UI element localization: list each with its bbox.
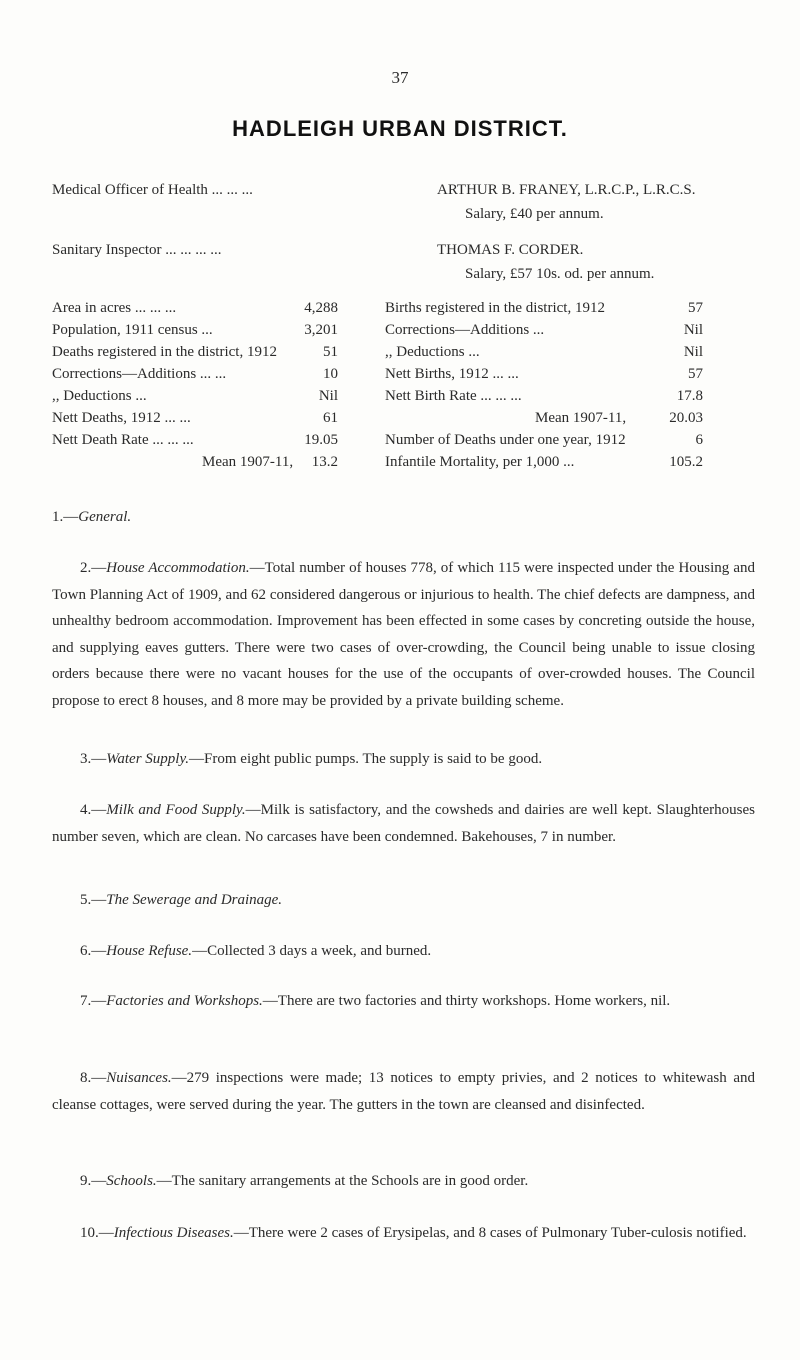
section-number: 5.— bbox=[80, 892, 107, 908]
stat-row bbox=[385, 388, 703, 410]
section-text: —From eight public pumps. The supply is said to be good. bbox=[189, 751, 543, 767]
section-number: 8.— bbox=[80, 1070, 107, 1086]
section-infectious-diseases bbox=[52, 1220, 755, 1247]
section-heading: House Refuse. bbox=[106, 943, 193, 959]
section-factories bbox=[52, 988, 755, 1015]
section-heading: Schools. bbox=[106, 1173, 157, 1189]
si-name: THOMAS F. CORDER. bbox=[437, 242, 584, 258]
stat-label: Nett Death Rate ... ... ... bbox=[52, 432, 194, 448]
stat-row bbox=[52, 410, 338, 432]
stat-row bbox=[52, 366, 338, 388]
stat-value: Nil bbox=[318, 388, 338, 404]
section-nuisances bbox=[52, 1065, 755, 1118]
stat-value: 20.03 bbox=[669, 410, 703, 426]
stat-row bbox=[52, 300, 338, 322]
stat-label: Nett Births, 1912 ... ... bbox=[385, 366, 519, 382]
stat-value: 13.2 bbox=[311, 454, 338, 470]
section-number: 10.— bbox=[80, 1225, 114, 1241]
si-salary: Salary, £57 10s. od. per annum. bbox=[465, 266, 655, 282]
stat-row bbox=[385, 300, 703, 322]
section-heading: Milk and Food Supply. bbox=[106, 802, 246, 818]
stat-value: 19.05 bbox=[304, 432, 338, 448]
stat-value: 57 bbox=[688, 300, 703, 316]
stat-value: Nil bbox=[683, 344, 703, 360]
stat-label: Infantile Mortality, per 1,000 ... bbox=[385, 454, 575, 470]
section-text: —The sanitary arrangements at the Schools are in good order. bbox=[156, 1173, 529, 1189]
stat-value: 105.2 bbox=[669, 454, 703, 470]
section-house-accommodation bbox=[52, 555, 755, 714]
stat-row bbox=[52, 454, 338, 476]
stat-value: 10 bbox=[323, 366, 338, 382]
stat-label: Deaths registered in the district, 1912 bbox=[52, 344, 277, 360]
section-text: —Total number of houses 778, of which 115 were inspected under the Housing and Town Planning Act of 1909, and 62 considered dangerous or injurious to health. The chief defects are dampness, and unhealthy bedroom accommodation. Improvement has been effected in some cases by concreting outside the house, and supplying eaves gutters. There were two cases of over-crowding, the Council being unable to issue closing orders because there were no vacant houses for the use of the occupants of over-crowded houses. The Council propose to erect 8 houses, and 8 more may be provided by a private building scheme. bbox=[52, 560, 755, 709]
stat-row bbox=[52, 388, 338, 410]
stat-label: Mean 1907-11, bbox=[202, 454, 294, 470]
page-number: 37 bbox=[391, 68, 409, 87]
section-water-supply bbox=[52, 746, 755, 773]
section-sewerage bbox=[52, 887, 755, 914]
stat-row bbox=[52, 432, 338, 454]
stat-value: 3,201 bbox=[304, 322, 338, 338]
stat-row bbox=[385, 454, 703, 476]
section-text: —279 inspections were made; 13 notices to empty privies, and 2 notices to whitewash and cleanse cottages, were served during the year. The gutters in the town are cleansed and disinfected. bbox=[52, 1070, 755, 1113]
section-heading: Nuisances. bbox=[106, 1070, 172, 1086]
stat-label: Mean 1907-11, bbox=[535, 410, 627, 426]
section-heading: The Sewerage and Drainage. bbox=[106, 892, 283, 908]
section-text: —Collected 3 days a week, and burned. bbox=[192, 943, 432, 959]
stat-label: Corrections—Additions ... bbox=[385, 322, 545, 338]
section-number: 6.— bbox=[80, 943, 107, 959]
stat-value: 6 bbox=[695, 432, 703, 448]
stat-label: Area in acres ... ... ... bbox=[52, 300, 177, 316]
section-number: 9.— bbox=[80, 1173, 107, 1189]
stat-row bbox=[385, 322, 703, 344]
stat-row bbox=[385, 410, 703, 432]
stat-value: 57 bbox=[688, 366, 703, 382]
section-general bbox=[52, 504, 755, 531]
moh-role: Medical Officer of Health ... ... ... bbox=[52, 182, 253, 198]
section-text: —There were 2 cases of Erysipelas, and 8 cases of Pulmonary Tuber-culosis notified. bbox=[233, 1225, 747, 1241]
section-heading: Water Supply. bbox=[106, 751, 190, 767]
stat-label: Births registered in the district, 1912 bbox=[385, 300, 605, 316]
page-title: HADLEIGH URBAN DISTRICT. bbox=[232, 116, 568, 141]
stat-row bbox=[52, 322, 338, 344]
stat-row bbox=[52, 344, 338, 366]
stat-label: Corrections—Additions ... ... bbox=[52, 366, 227, 382]
section-text: —Milk is satisfactory, and the cowsheds and dairies are well kept. Slaughterhouses number seven, which are clean. No carcases have been condemned. Bakehouses, 7 in number. bbox=[52, 802, 755, 845]
section-house-refuse bbox=[52, 938, 755, 965]
moh-salary: Salary, £40 per annum. bbox=[465, 206, 604, 222]
stat-label: Number of Deaths under one year, 1912 bbox=[385, 432, 626, 448]
section-milk-food bbox=[52, 797, 755, 850]
stat-value: 61 bbox=[323, 410, 338, 426]
stat-label: Population, 1911 census ... bbox=[52, 322, 213, 338]
stat-label: Nett Deaths, 1912 ... ... bbox=[52, 410, 191, 426]
stat-row bbox=[385, 432, 703, 454]
si-role: Sanitary Inspector ... ... ... ... bbox=[52, 242, 222, 258]
stat-value: 51 bbox=[323, 344, 338, 360]
section-heading: Infectious Diseases. bbox=[113, 1225, 234, 1241]
stat-value: 17.8 bbox=[676, 388, 703, 404]
stat-value: Nil bbox=[683, 322, 703, 338]
stats-left bbox=[52, 300, 338, 480]
section-number: 7.— bbox=[80, 993, 107, 1009]
moh-name: ARTHUR B. FRANEY, L.R.C.P., L.R.C.S. bbox=[437, 182, 696, 198]
stat-label: ,, Deductions ... bbox=[385, 344, 480, 360]
section-heading: General. bbox=[78, 509, 132, 525]
section-heading: House Accommodation. bbox=[106, 560, 250, 576]
section-heading: Factories and Workshops. bbox=[106, 993, 263, 1009]
stats-right bbox=[385, 300, 703, 480]
section-schools bbox=[52, 1168, 755, 1195]
stat-row bbox=[385, 366, 703, 388]
stat-label: ,, Deductions ... bbox=[52, 388, 147, 404]
section-number: 1.— bbox=[52, 509, 79, 525]
section-number: 3.— bbox=[80, 751, 107, 767]
section-number: 2.— bbox=[80, 560, 107, 576]
stat-row bbox=[385, 344, 703, 366]
section-number: 4.— bbox=[80, 802, 107, 818]
section-text: —There are two factories and thirty workshops. Home workers, nil. bbox=[262, 993, 671, 1009]
stat-label: Nett Birth Rate ... ... ... bbox=[385, 388, 522, 404]
stat-value: 4,288 bbox=[304, 300, 338, 316]
